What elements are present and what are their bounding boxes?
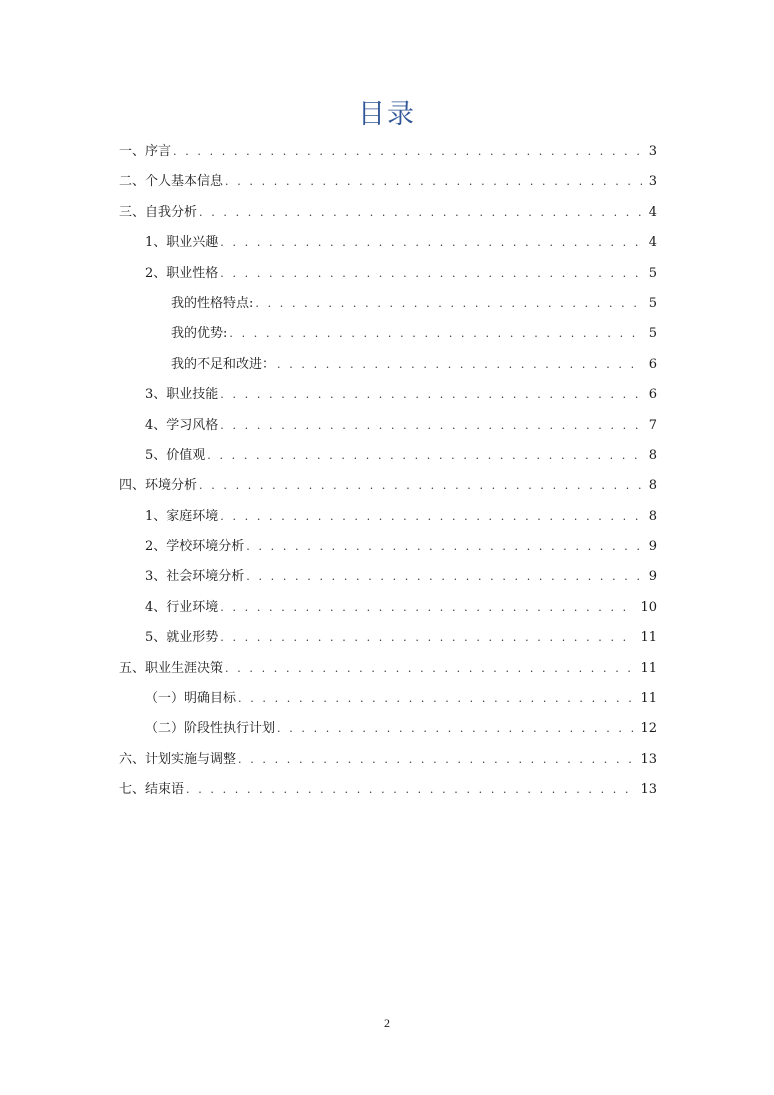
toc-entry-label: （二）阶段性执行计划 bbox=[145, 721, 276, 737]
toc-entry[interactable] bbox=[119, 654, 657, 684]
toc-dot-leader bbox=[229, 319, 642, 349]
toc-entry-label: 5、就业形势 bbox=[145, 630, 219, 646]
toc-dot-leader bbox=[220, 593, 634, 623]
toc-entry-page: 4 bbox=[648, 204, 657, 220]
toc-dot-leader bbox=[220, 259, 642, 289]
toc-entry[interactable] bbox=[119, 502, 657, 532]
toc-entry[interactable] bbox=[119, 714, 657, 744]
toc-dot-leader bbox=[207, 441, 642, 471]
toc-entry-label: 3、社会环境分析 bbox=[145, 569, 245, 585]
toc-entry[interactable] bbox=[119, 562, 657, 592]
toc-dot-leader bbox=[220, 623, 634, 653]
toc-entry[interactable] bbox=[119, 532, 657, 562]
toc-entry-label: （一）明确目标 bbox=[145, 691, 237, 707]
toc-dot-leader bbox=[277, 714, 634, 744]
toc-entry[interactable] bbox=[119, 350, 657, 380]
toc-dot-leader bbox=[220, 228, 642, 258]
toc-dot-leader bbox=[238, 745, 634, 775]
toc-entry-label: 四、环境分析 bbox=[119, 478, 198, 494]
toc-entry[interactable] bbox=[119, 623, 657, 653]
toc-entry-page: 11 bbox=[640, 630, 657, 646]
toc-entry[interactable] bbox=[119, 411, 657, 441]
toc-entry-page: 7 bbox=[648, 417, 657, 433]
toc-entry-page: 5 bbox=[648, 295, 657, 311]
toc-entry-label: 3、职业技能 bbox=[145, 387, 219, 403]
toc-entry[interactable] bbox=[119, 289, 657, 319]
toc-entry-page: 3 bbox=[648, 144, 657, 159]
toc-entry[interactable] bbox=[119, 775, 657, 805]
toc-entry[interactable] bbox=[119, 745, 657, 775]
toc-dot-leader bbox=[225, 167, 643, 197]
toc-entry-page: 6 bbox=[648, 356, 657, 372]
toc-entry-label: 4、学习风格 bbox=[145, 417, 219, 433]
toc-entry-page: 10 bbox=[640, 599, 657, 615]
toc-entry-label: 三、自我分析 bbox=[119, 204, 198, 220]
toc-entry[interactable] bbox=[119, 319, 657, 349]
toc-entry-label: 2、学校环境分析 bbox=[145, 539, 245, 555]
toc-entry-label: 二、个人基本信息 bbox=[119, 174, 224, 190]
toc-entry-label: 2、职业性格 bbox=[145, 265, 219, 281]
toc-title: 目录 bbox=[358, 99, 416, 130]
toc-entry-page: 11 bbox=[640, 691, 657, 707]
toc-dot-leader bbox=[186, 775, 634, 805]
toc-entry-label: 七、结束语 bbox=[119, 782, 185, 798]
toc-entry-label: 1、职业兴趣 bbox=[145, 235, 219, 251]
toc-entry-page: 9 bbox=[648, 569, 657, 585]
table-of-contents bbox=[119, 137, 657, 806]
toc-dot-leader bbox=[238, 684, 634, 714]
toc-entry[interactable] bbox=[119, 684, 657, 714]
toc-entry-page: 12 bbox=[640, 721, 657, 737]
toc-dot-leader bbox=[246, 562, 642, 592]
toc-dot-leader bbox=[246, 532, 642, 562]
toc-dot-leader bbox=[220, 502, 642, 532]
toc-entry-page: 8 bbox=[648, 478, 657, 494]
toc-dot-leader bbox=[255, 289, 642, 319]
toc-entry[interactable] bbox=[119, 471, 657, 501]
toc-entry-page: 8 bbox=[648, 508, 657, 524]
toc-entry[interactable] bbox=[119, 441, 657, 471]
toc-dot-leader bbox=[220, 411, 642, 441]
toc-entry[interactable] bbox=[119, 259, 657, 289]
toc-entry-page: 5 bbox=[648, 326, 657, 342]
toc-dot-leader bbox=[277, 350, 643, 380]
toc-entry-label: 我的性格特点: bbox=[171, 295, 254, 311]
toc-entry-page: 9 bbox=[648, 539, 657, 555]
toc-entry-page: 4 bbox=[648, 235, 657, 251]
toc-entry-page: 13 bbox=[640, 751, 657, 767]
toc-entry-label: 六、计划实施与调整 bbox=[119, 751, 237, 767]
toc-entry[interactable] bbox=[119, 593, 657, 623]
toc-entry[interactable] bbox=[119, 228, 657, 258]
toc-dot-leader bbox=[199, 471, 643, 501]
toc-dot-leader bbox=[225, 654, 634, 684]
toc-entry[interactable] bbox=[119, 380, 657, 410]
toc-entry-label: 5、价值观 bbox=[145, 447, 206, 463]
toc-dot-leader bbox=[220, 380, 642, 410]
toc-entry[interactable] bbox=[119, 137, 657, 167]
toc-entry-label: 一、序言 bbox=[119, 144, 172, 159]
toc-entry[interactable] bbox=[119, 198, 657, 228]
toc-entry-page: 5 bbox=[648, 265, 657, 281]
toc-entry-label: 我的不足和改进： bbox=[171, 356, 276, 372]
toc-entry-page: 8 bbox=[648, 447, 657, 463]
toc-entry-page: 11 bbox=[640, 660, 657, 676]
toc-entry-page: 3 bbox=[648, 174, 657, 190]
toc-entry-page: 13 bbox=[640, 782, 657, 798]
toc-entry-label: 4、行业环境 bbox=[145, 599, 219, 615]
toc-entry[interactable] bbox=[119, 167, 657, 197]
toc-dot-leader bbox=[173, 137, 643, 167]
toc-dot-leader bbox=[199, 198, 643, 228]
toc-entry-label: 五、职业生涯决策 bbox=[119, 660, 224, 676]
toc-entry-label: 我的优势: bbox=[171, 326, 228, 342]
toc-entry-label: 1、家庭环境 bbox=[145, 508, 219, 524]
toc-entry-page: 6 bbox=[648, 387, 657, 403]
page-number: 2 bbox=[384, 1016, 390, 1030]
